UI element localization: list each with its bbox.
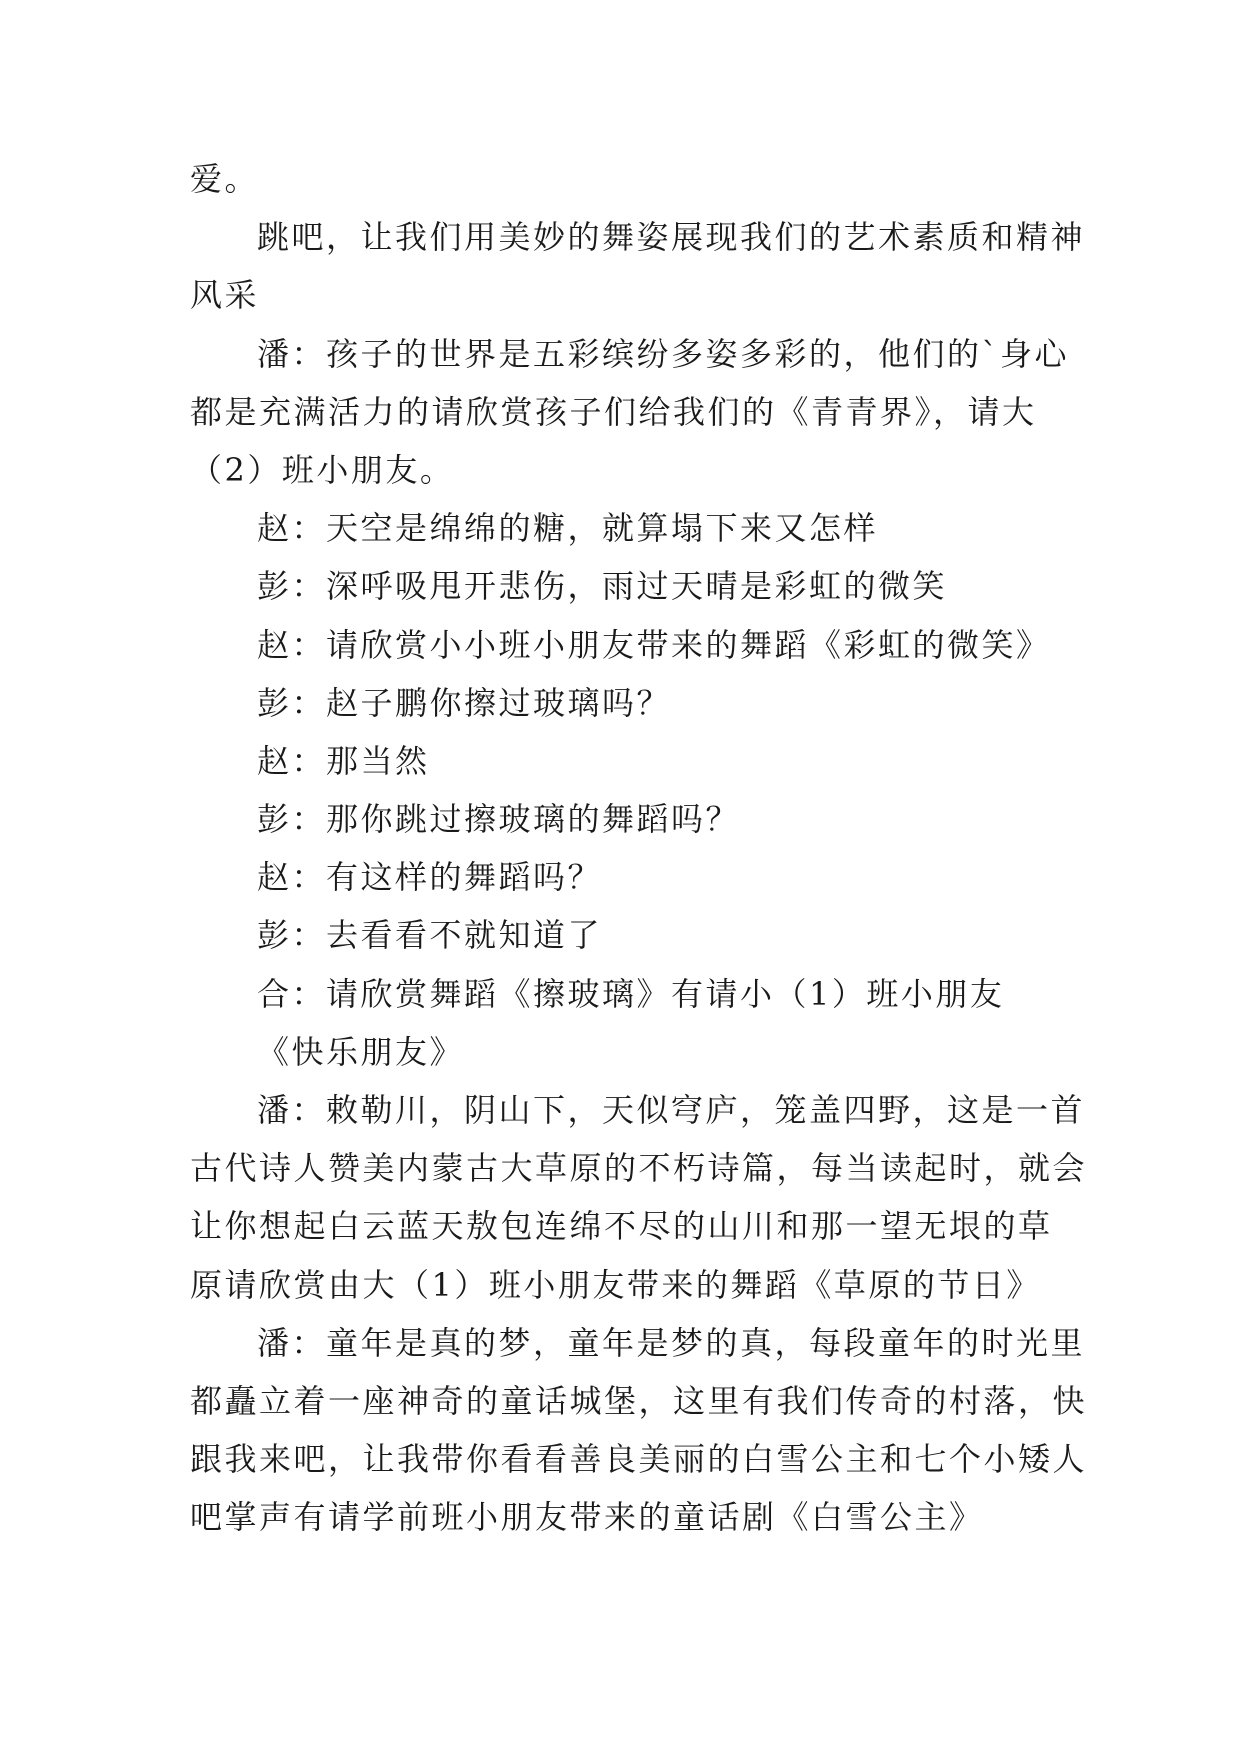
text-line: 都矗立着一座神奇的童话城堡，这里有我们传奇的村落，快 (190, 1381, 1088, 1420)
dialogue-line: 赵：那当然 (257, 741, 430, 780)
text-line: 让你想起白云蓝天敖包连绵不尽的山川和那一望无垠的草 (190, 1207, 1053, 1246)
dialogue-line: 合：请欣赏舞蹈《擦玻璃》有请小（1）班小朋友 (257, 974, 1005, 1013)
text-line: （2）班小朋友。 (190, 450, 455, 489)
document-page (190, 150, 1088, 1547)
dialogue-line: 赵：有这样的舞蹈吗？ (257, 858, 603, 897)
dialogue-line: 潘：童年是真的梦，童年是梦的真，每段童年的时光里 (257, 1323, 1086, 1362)
text-line: 古代诗人赞美内蒙古大草原的不朽诗篇，每当读起时，就会 (190, 1149, 1088, 1188)
text-line: 爱。 (190, 160, 260, 198)
text-line: 跟我来吧，让我带你看看善良美丽的白雪公主和七个小矮人 (190, 1440, 1088, 1479)
text-line: 都是充满活力的请欣赏孩子们给我们的《青青界》，请大 (190, 392, 1037, 431)
dialogue-line: 彭：那你跳过擦玻璃的舞蹈吗？ (257, 800, 741, 839)
text-line: 吧掌声有请学前班小朋友带来的童话剧《白雪公主》 (190, 1498, 984, 1537)
dialogue-line: 彭：赵子鹏你擦过玻璃吗？ (257, 683, 672, 722)
dialogue-line: 赵：天空是绵绵的糖，就算塌下来又怎样 (257, 509, 879, 548)
text-line: 风采 (190, 276, 260, 315)
dialogue-line: 彭：去看看不就知道了 (257, 916, 603, 955)
text-line: 原请欣赏由大（1）班小朋友带来的舞蹈《草原的节日》 (190, 1265, 1041, 1304)
text-line: 《快乐朋友》 (257, 1032, 465, 1071)
dialogue-line: 潘：敕勒川，阴山下，天似穹庐，笼盖四野，这是一首 (257, 1091, 1086, 1129)
text-line: 潘：孩子的世界是五彩缤纷多姿多彩的，他们的`身心 (257, 334, 1070, 373)
dialogue-line: 赵：请欣赏小小班小朋友带来的舞蹈《彩虹的微笑》 (257, 625, 1051, 664)
dialogue-line: 彭：深呼吸甩开悲伤，雨过天晴是彩虹的微笑 (257, 567, 948, 606)
text-line: 跳吧，让我们用美妙的舞姿展现我们的艺术素质和精神 (257, 218, 1086, 257)
